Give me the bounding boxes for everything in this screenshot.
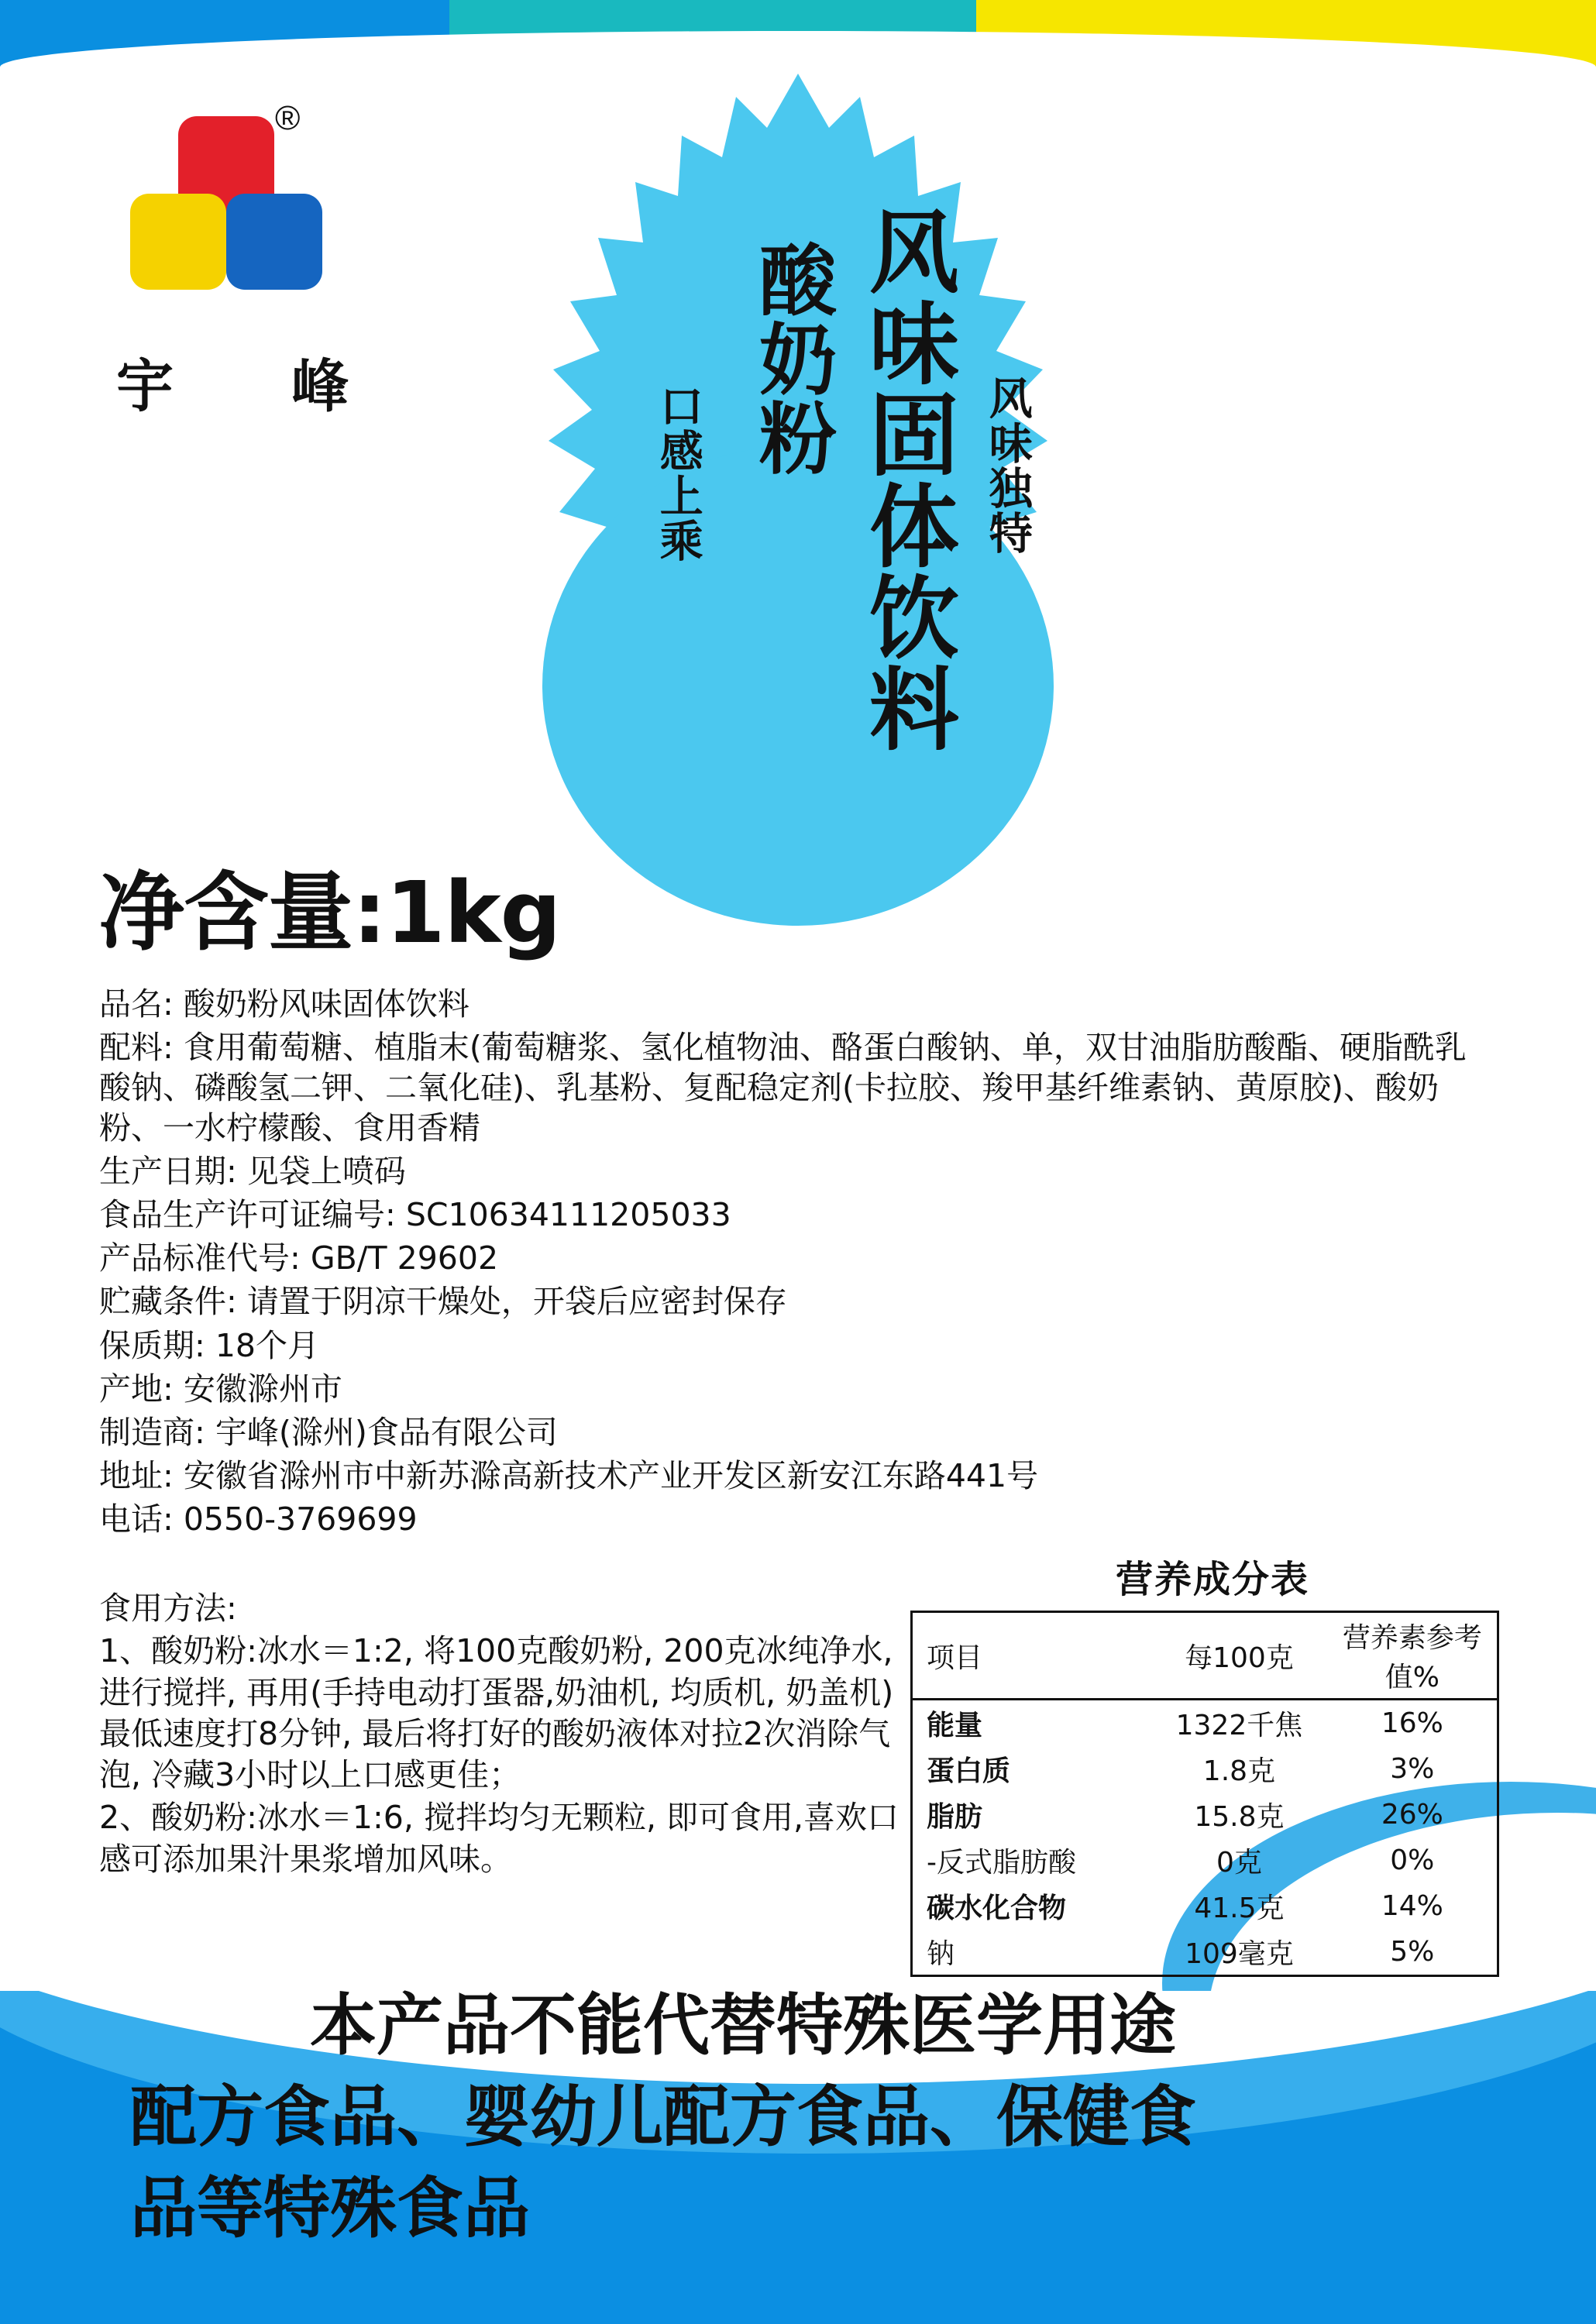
nutrition-cell-item: 脂肪 <box>927 1801 983 1833</box>
table-row <box>912 1792 1498 1838</box>
hero-title-main: 风味固体饮料 <box>854 205 959 754</box>
nutrition-cell-value: 0克 <box>1216 1847 1262 1879</box>
nutrition-cell-value: 15.8克 <box>1194 1801 1285 1833</box>
brand-logo <box>116 99 349 434</box>
nutrition-header-per100g: 每100克 <box>1151 1612 1327 1700</box>
nutrition-title: 营养成分表 <box>1115 1558 1309 1601</box>
usage-instructions <box>99 1588 920 1882</box>
info-shelf-life: 保质期: 18个月 <box>99 1326 320 1364</box>
nutrition-cell-value: 1.8克 <box>1202 1755 1276 1787</box>
nutrition-cell-nrv: 26% <box>1381 1799 1443 1831</box>
nutrition-cell-item: 能量 <box>927 1710 983 1741</box>
disclaimer-line-1: 本产品不能代替特殊医学用途 <box>310 1987 1176 2064</box>
info-production-date: 生产日期: 见袋上喷码 <box>99 1153 406 1191</box>
cube-icon <box>130 116 324 349</box>
nutrition-cell-value: 41.5克 <box>1194 1893 1285 1924</box>
registered-mark-icon: ® <box>275 99 301 137</box>
info-standard: 产品标准代号: GB/T 29602 <box>99 1239 499 1277</box>
hero-tagline-left: 口感上乘 <box>652 383 703 563</box>
cube-face-blue <box>226 194 322 290</box>
table-row <box>912 1883 1498 1929</box>
brand-name-right: 峰 <box>291 353 349 420</box>
nutrition-cell-value: 1322千焦 <box>1175 1710 1303 1741</box>
nutrition-cell-nrv: 5% <box>1390 1936 1435 1968</box>
top-color-band <box>0 0 1596 71</box>
info-address: 地址: 安徽省滁州市中新苏滁高新技术产业开发区新安江东路441号 <box>99 1456 1039 1494</box>
nutrition-cell-nrv: 0% <box>1390 1844 1435 1876</box>
nutrition-panel <box>910 1549 1515 1977</box>
info-license: 食品生产许可证编号: SC10634111205033 <box>99 1196 731 1234</box>
nutrition-cell-item: 钠 <box>927 1938 955 1970</box>
table-row <box>912 1700 1498 1747</box>
brand-name <box>116 341 349 423</box>
nutrition-header-row <box>912 1612 1498 1700</box>
disclaimer-line-2: 配方食品、婴幼儿配方食品、保健食 <box>130 2078 1196 2156</box>
nutrition-cell-nrv: 16% <box>1381 1707 1443 1739</box>
nutrition-cell-nrv: 14% <box>1381 1890 1443 1922</box>
usage-title: 食用方法: <box>99 1590 237 1627</box>
info-phone: 电话: 0550-3769699 <box>99 1500 418 1538</box>
table-row <box>912 1929 1498 1976</box>
nutrition-header-item: 项目 <box>912 1612 1151 1700</box>
table-row <box>912 1746 1498 1792</box>
nutrition-cell-item: -反式脂肪酸 <box>927 1847 1076 1879</box>
hero-title-group <box>496 66 1100 957</box>
hero-tagline-right: 风味独特 <box>982 376 1033 555</box>
hero-droplet <box>496 66 1100 957</box>
info-product-name: 品名: 酸奶粉风味固体饮料 <box>99 985 470 1023</box>
nutrition-table <box>910 1611 1499 1977</box>
nutrition-cell-item: 蛋白质 <box>927 1755 1011 1787</box>
info-ingredients: 配料: 食用葡萄糖、植脂末(葡萄糖浆、氢化植物油、酪蛋白酸钠、单，双甘油脂肪酸酯、硬脂酰乳酸钠、磷酸氢二钾、二氧化硅)、乳基粉、复配稳定剂(卡拉胶、羧甲基纤维素钠、黄原胶)、酸奶粉、一水柠檬酸、食用香精 <box>99 1029 1467 1147</box>
cube-face-yellow <box>130 194 226 290</box>
info-origin: 产地: 安徽滁州市 <box>99 1370 342 1408</box>
info-storage: 贮藏条件: 请置于阴凉干燥处，开袋后应密封保存 <box>99 1283 787 1321</box>
nutrition-cell-value: 109毫克 <box>1185 1938 1294 1970</box>
brand-name-left: 宇 <box>116 353 174 420</box>
nutrition-header-nrv: 营养素参考值% <box>1328 1612 1498 1700</box>
nutrition-cell-item: 碳水化合物 <box>927 1893 1067 1924</box>
product-info <box>99 984 1517 1542</box>
usage-step-1: 1、酸奶粉:冰水＝1:2, 将100克酸奶粉, 200克冰纯净水, 进行搅拌, 再用(手持电动打蛋器,奶油机, 均质机, 奶盖机) 最低速度打8分钟, 最后将打好的酸奶液体对拉2次消除气泡, 冷藏3小时以上口感更佳； <box>99 1632 894 1794</box>
net-weight: 净含量:1kg <box>99 863 561 962</box>
usage-step-2: 2、酸奶粉:冰水＝1:6, 搅拌均匀无颗粒, 即可食用,喜欢口感可添加果汁果浆增加风味。 <box>99 1799 899 1878</box>
disclaimer-line-3: 品等特殊食品 <box>130 2170 530 2247</box>
table-row <box>912 1838 1498 1883</box>
info-manufacturer: 制造商: 宇峰(滁州)食品有限公司 <box>99 1413 558 1451</box>
nutrition-cell-nrv: 3% <box>1390 1753 1435 1785</box>
hero-title-sub: 酸奶粉 <box>746 240 837 477</box>
